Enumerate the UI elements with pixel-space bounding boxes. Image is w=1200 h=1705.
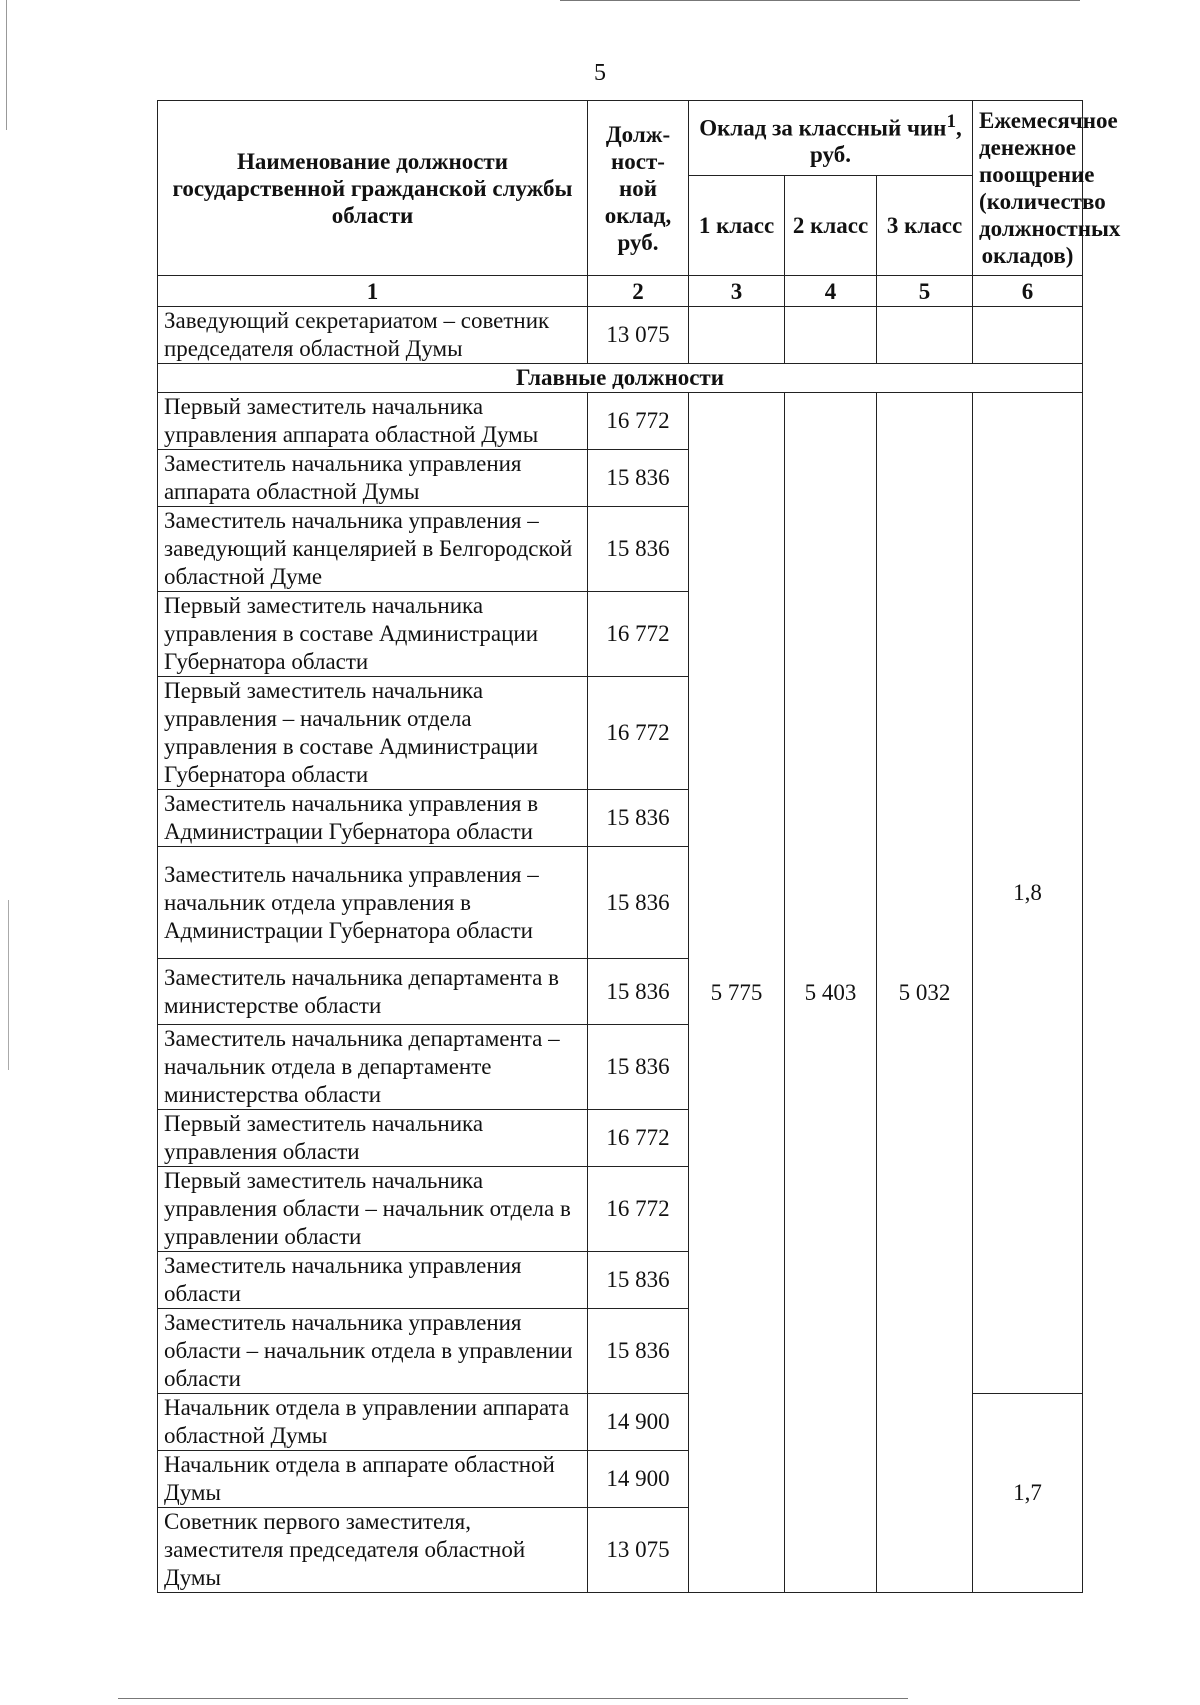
position-name: Заведующий секретариатом – советник председателя областной Думы <box>158 307 588 364</box>
position-name: Заместитель начальника управления – заведующий канцелярией в Белгородской областной Думе <box>158 507 588 592</box>
position-salary: 15 836 <box>588 847 689 959</box>
scan-edge-bottom <box>118 1698 908 1699</box>
header-class-rank-footnote: 1 <box>946 110 957 132</box>
column-number-3: 3 <box>689 276 785 307</box>
header-monthly-bonus: Ежемесячное денежное поощрение (количество должностных окладов) <box>973 101 1083 276</box>
monthly-bonus-group-2: 1,7 <box>973 1394 1083 1593</box>
position-name: Первый заместитель начальника управления области – начальник отдела в управлении области <box>158 1167 588 1252</box>
header-class-3: 3 класс <box>877 176 973 276</box>
section-title: Главные должности <box>158 364 1083 393</box>
position-name: Первый заместитель начальника управления – начальник отдела управления в составе Администрации Губернатора области <box>158 677 588 790</box>
position-name: Заместитель начальника управления – начальник отдела управления в Администрации Губернатора области <box>158 847 588 959</box>
class-3-rank-salary: 5 032 <box>877 393 973 1593</box>
section-row <box>158 364 1083 393</box>
position-salary: 15 836 <box>588 1252 689 1309</box>
position-salary: 16 772 <box>588 393 689 450</box>
header-class-1: 1 класс <box>689 176 785 276</box>
empty-cell <box>973 307 1083 364</box>
scan-edge-top <box>560 0 1080 1</box>
header-salary: Долж-ност-ной оклад, руб. <box>588 101 689 276</box>
empty-cell <box>785 307 877 364</box>
header-row-1 <box>158 101 1083 176</box>
header-class-rank-unit: , руб. <box>810 115 962 168</box>
position-salary: 16 772 <box>588 1110 689 1167</box>
header-position-name: Наименование должности государственной гражданской службы области <box>158 101 588 276</box>
position-salary: 16 772 <box>588 1167 689 1252</box>
position-name: Заместитель начальника управления области <box>158 1252 588 1309</box>
position-name: Первый заместитель начальника управления аппарата областной Думы <box>158 393 588 450</box>
position-salary: 13 075 <box>588 1508 689 1593</box>
page-number: 5 <box>594 60 606 86</box>
column-number-row <box>158 276 1083 307</box>
position-name: Заместитель начальника управления аппарата областной Думы <box>158 450 588 507</box>
header-class-rank-text: Оклад за классный чин <box>699 115 947 141</box>
salary-table <box>157 100 1121 1593</box>
position-salary: 15 836 <box>588 1309 689 1394</box>
table-row <box>158 307 1083 364</box>
empty-cell <box>877 307 973 364</box>
class-2-rank-salary: 5 403 <box>785 393 877 1593</box>
position-salary: 13 075 <box>588 307 689 364</box>
position-name: Начальник отдела в аппарате областной Думы <box>158 1451 588 1508</box>
position-salary: 16 772 <box>588 677 689 790</box>
position-salary: 14 900 <box>588 1451 689 1508</box>
column-number-2: 2 <box>588 276 689 307</box>
position-salary: 15 836 <box>588 450 689 507</box>
position-name: Заместитель начальника департамента в министерстве области <box>158 959 588 1025</box>
position-salary: 14 900 <box>588 1394 689 1451</box>
column-number-5: 5 <box>877 276 973 307</box>
position-name: Заместитель начальника управления области – начальник отдела в управлении области <box>158 1309 588 1394</box>
empty-cell <box>689 307 785 364</box>
position-salary: 15 836 <box>588 959 689 1025</box>
position-name: Первый заместитель начальника управления в составе Администрации Губернатора области <box>158 592 588 677</box>
column-number-1: 1 <box>158 276 588 307</box>
header-class-rank <box>689 101 973 176</box>
scan-edge-left-lower <box>8 900 9 1070</box>
header-class-2: 2 класс <box>785 176 877 276</box>
position-salary: 16 772 <box>588 592 689 677</box>
position-name: Первый заместитель начальника управления области <box>158 1110 588 1167</box>
position-name: Начальник отдела в управлении аппарата областной Думы <box>158 1394 588 1451</box>
position-salary: 15 836 <box>588 790 689 847</box>
class-1-rank-salary: 5 775 <box>689 393 785 1593</box>
column-number-6: 6 <box>973 276 1083 307</box>
position-name: Заместитель начальника департамента – начальник отдела в департаменте министерства области <box>158 1025 588 1110</box>
table-row <box>158 393 1083 450</box>
monthly-bonus-group-1: 1,8 <box>973 393 1083 1394</box>
position-salary: 15 836 <box>588 1025 689 1110</box>
column-number-4: 4 <box>785 276 877 307</box>
position-name: Заместитель начальника управления в Администрации Губернатора области <box>158 790 588 847</box>
position-salary: 15 836 <box>588 507 689 592</box>
position-name: Советник первого заместителя, заместителя председателя областной Думы <box>158 1508 588 1593</box>
